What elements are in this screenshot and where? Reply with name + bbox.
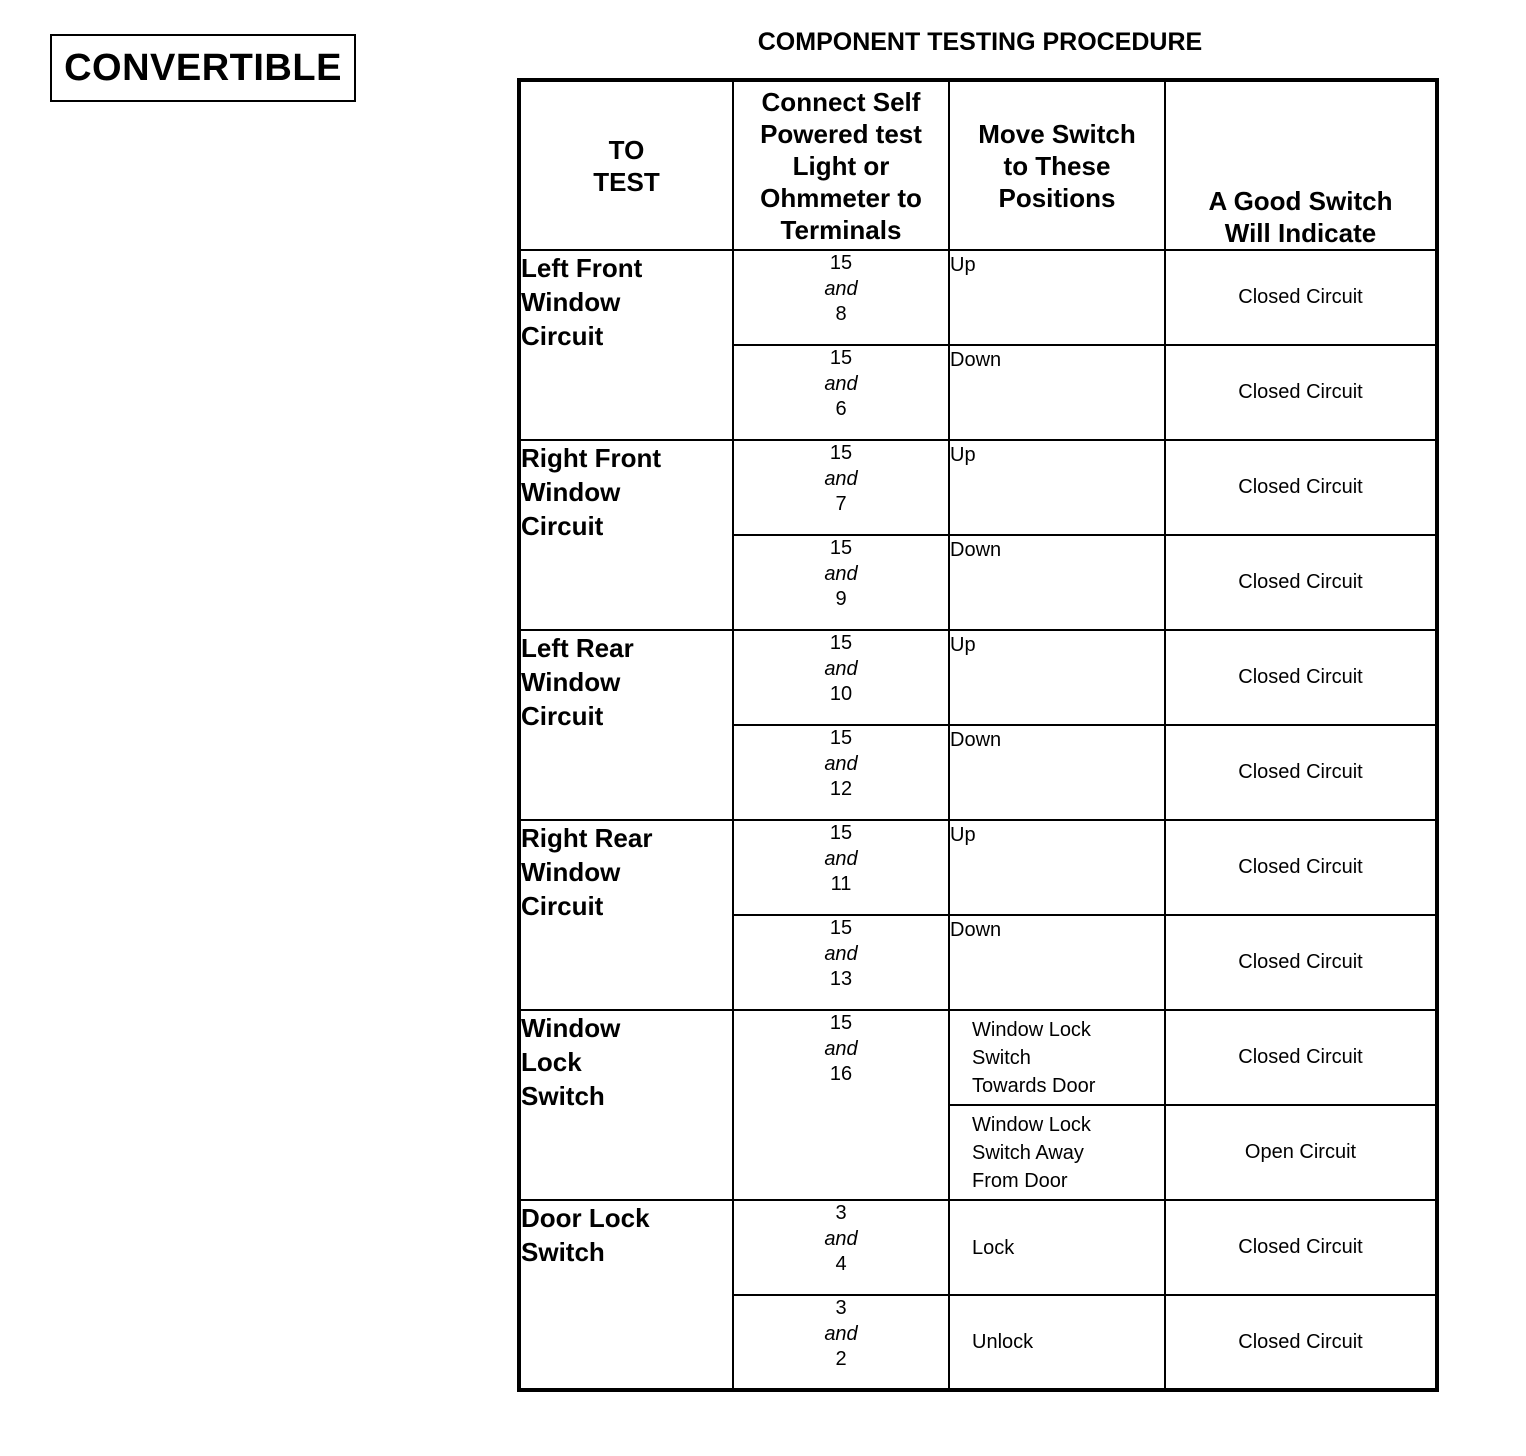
header-to-test	[519, 80, 733, 250]
table-row	[519, 1200, 1437, 1295]
terminal-a: 15	[829, 252, 853, 274]
header-line: Powered test	[760, 118, 922, 149]
terminal-b: 7	[835, 493, 847, 515]
terminals-cell	[733, 440, 949, 535]
position-cell	[949, 345, 1165, 440]
table-row	[519, 820, 1437, 915]
position-text: Up	[950, 254, 976, 276]
position-text: Up	[950, 444, 976, 466]
position-text: Up	[950, 634, 976, 656]
group-name-line: Switch	[521, 1237, 605, 1267]
and-word: and	[824, 847, 858, 870]
and-word: and	[824, 1322, 858, 1345]
terminal-b: 9	[835, 588, 847, 610]
position-text: From Door	[972, 1169, 1068, 1192]
group-name-line: Left Front	[521, 253, 643, 283]
and-word: and	[824, 657, 858, 680]
header-line: Light or	[792, 150, 890, 181]
group-name-line: Circuit	[521, 891, 604, 921]
test-door-lock-switch	[519, 1200, 733, 1390]
header-line: Connect Self	[761, 86, 921, 117]
group-name-line: Circuit	[521, 511, 604, 541]
and-word: and	[824, 372, 858, 395]
header-line: Positions	[998, 182, 1116, 213]
group-name-line: Circuit	[521, 321, 604, 351]
terminal-b: 16	[829, 1063, 853, 1085]
table-row	[519, 630, 1437, 725]
position-cell	[949, 630, 1165, 725]
terminal-b: 4	[835, 1253, 847, 1275]
terminal-b: 2	[835, 1348, 847, 1370]
group-name-line: Right Front	[521, 443, 662, 473]
terminal-a: 15	[829, 917, 853, 939]
header-line: Ohmmeter to	[760, 182, 922, 213]
position-cell	[949, 1200, 1165, 1295]
position-cell	[949, 535, 1165, 630]
header-line: to These	[1003, 150, 1111, 181]
and-word: and	[824, 752, 858, 775]
group-name-line: Switch	[521, 1081, 605, 1111]
terminals-cell	[733, 820, 949, 915]
test-left-rear-window-circuit	[519, 630, 733, 820]
group-name-line: Window	[521, 477, 621, 507]
group-name-line: Circuit	[521, 701, 604, 731]
terminal-a: 15	[829, 347, 853, 369]
terminals-cell	[733, 1010, 949, 1200]
result-cell: Closed Circuit	[1165, 725, 1437, 820]
and-word: and	[824, 277, 858, 300]
group-name-line: Window	[521, 1013, 621, 1043]
terminal-b: 8	[835, 303, 847, 325]
terminal-a: 15	[829, 442, 853, 464]
terminal-a: 15	[829, 1012, 853, 1034]
terminal-a: 15	[829, 537, 853, 559]
result-cell: Closed Circuit	[1165, 535, 1437, 630]
and-word: and	[824, 1037, 858, 1060]
position-cell	[949, 725, 1165, 820]
position-text: Down	[950, 729, 1002, 751]
position-cell	[949, 250, 1165, 345]
position-cell	[949, 820, 1165, 915]
and-word: and	[824, 562, 858, 585]
terminals-cell	[733, 915, 949, 1010]
position-cell	[949, 915, 1165, 1010]
group-name-line: Window	[521, 287, 621, 317]
group-name-line: Door Lock	[521, 1203, 650, 1233]
result-cell: Closed Circuit	[1165, 820, 1437, 915]
position-text: Window Lock	[972, 1113, 1091, 1136]
header-line: Will Indicate	[1224, 218, 1377, 248]
position-cell	[949, 1295, 1165, 1390]
and-word: and	[824, 1227, 858, 1250]
result-cell: Open Circuit	[1165, 1105, 1437, 1200]
header-row	[519, 80, 1437, 250]
terminal-b: 11	[830, 873, 852, 895]
terminals-cell	[733, 1200, 949, 1295]
terminals-cell	[733, 1295, 949, 1390]
header-line: TO	[608, 134, 645, 165]
position-cell	[949, 1105, 1165, 1200]
position-text: Window Lock	[972, 1018, 1091, 1041]
terminal-a: 3	[835, 1297, 847, 1319]
result-cell: Closed Circuit	[1165, 915, 1437, 1010]
position-text: Switch Away	[972, 1141, 1084, 1164]
terminals-cell	[733, 345, 949, 440]
header-line: Move Switch	[978, 118, 1136, 149]
table-row	[519, 1010, 1437, 1105]
terminal-a: 15	[829, 632, 853, 654]
result-cell: Closed Circuit	[1165, 1200, 1437, 1295]
terminals-cell	[733, 535, 949, 630]
header-line: A Good Switch	[1208, 186, 1393, 216]
result-cell: Closed Circuit	[1165, 1295, 1437, 1390]
table-row	[519, 250, 1437, 345]
terminal-a: 15	[829, 727, 853, 749]
position-cell	[949, 1010, 1165, 1105]
component-testing-table	[517, 78, 1439, 1392]
result-cell: Closed Circuit	[1165, 345, 1437, 440]
position-text: Lock	[972, 1236, 1015, 1259]
group-name-line: Lock	[521, 1047, 582, 1077]
position-text: Unlock	[972, 1331, 1034, 1353]
position-text: Down	[950, 919, 1002, 941]
header-move-switch	[949, 80, 1165, 250]
group-name-line: Window	[521, 667, 621, 697]
test-left-front-window-circuit	[519, 250, 733, 440]
test-right-rear-window-circuit	[519, 820, 733, 1010]
page-title: COMPONENT TESTING PROCEDURE	[757, 28, 1203, 56]
terminal-b: 13	[829, 968, 853, 990]
position-text: Down	[950, 349, 1002, 371]
position-text: Down	[950, 539, 1002, 561]
and-word: and	[824, 942, 858, 965]
position-text: Towards Door	[972, 1074, 1096, 1097]
header-line: Terminals	[780, 214, 902, 245]
result-cell: Closed Circuit	[1165, 630, 1437, 725]
terminals-cell	[733, 250, 949, 345]
and-word: and	[824, 467, 858, 490]
terminals-cell	[733, 630, 949, 725]
group-name-line: Left Rear	[521, 633, 634, 663]
table-row	[519, 440, 1437, 535]
terminal-b: 12	[829, 778, 853, 800]
terminal-a: 3	[835, 1202, 847, 1224]
convertible-badge: CONVERTIBLE	[50, 34, 356, 102]
terminal-b: 10	[829, 683, 853, 705]
result-cell: Closed Circuit	[1165, 440, 1437, 535]
result-cell: Closed Circuit	[1165, 250, 1437, 345]
position-text: Up	[950, 824, 976, 846]
terminals-cell	[733, 725, 949, 820]
terminal-b: 6	[835, 398, 847, 420]
position-cell	[949, 440, 1165, 535]
test-right-front-window-circuit	[519, 440, 733, 630]
header-line: TEST	[593, 166, 660, 197]
header-connect-terminals	[733, 80, 949, 250]
position-text: Switch	[972, 1046, 1031, 1069]
test-window-lock-switch	[519, 1010, 733, 1200]
group-name-line: Right Rear	[521, 823, 653, 853]
header-good-switch	[1165, 80, 1437, 250]
group-name-line: Window	[521, 857, 621, 887]
result-cell: Closed Circuit	[1165, 1010, 1437, 1105]
terminal-a: 15	[829, 822, 853, 844]
